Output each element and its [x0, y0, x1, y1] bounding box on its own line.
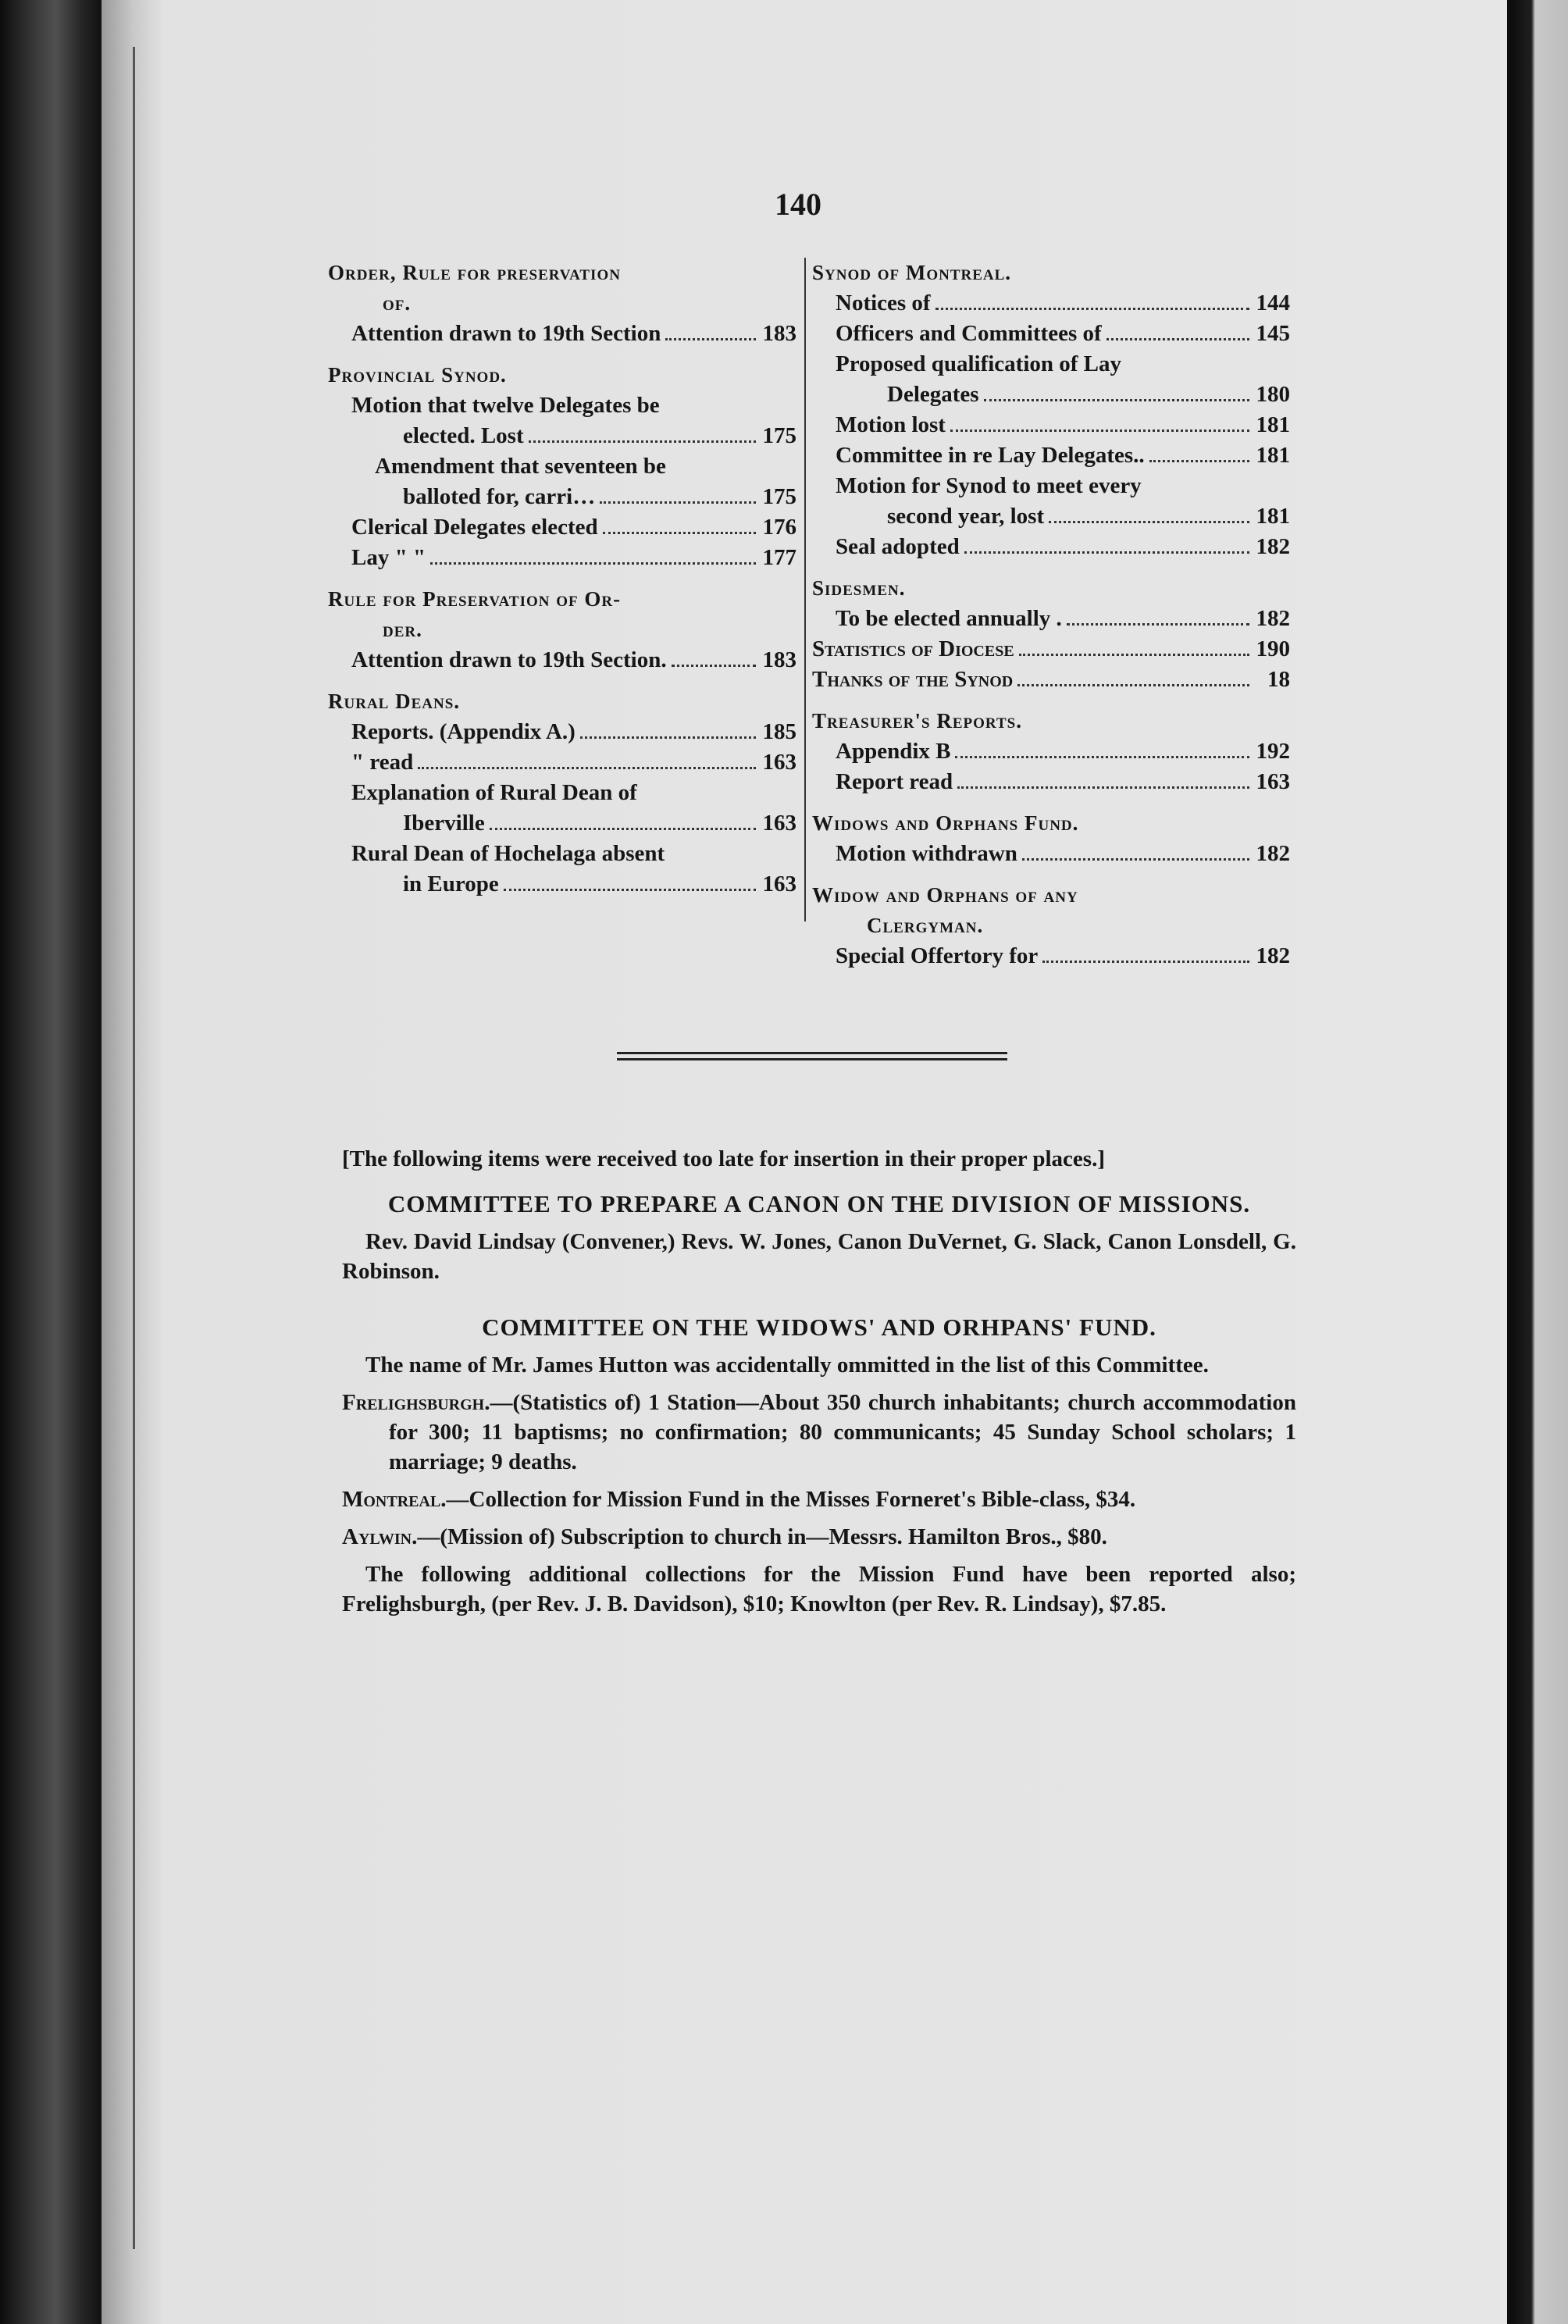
index-page-ref: 175: [762, 423, 796, 448]
index-entry: [328, 421, 796, 451]
index-page-ref: 183: [762, 321, 796, 346]
index-heading: Synod of Montreal.: [812, 261, 1012, 284]
index-entry-text: To be elected annually .: [836, 606, 1062, 631]
leader-dots: [580, 736, 756, 739]
leader-dots: [964, 551, 1249, 554]
index-entry: [328, 451, 796, 482]
leader-dots: [1019, 653, 1249, 656]
index-entry-text: Committee in re Lay Delegates..: [836, 443, 1145, 468]
section-divider: [617, 1052, 1007, 1064]
index-entry: [812, 736, 1290, 767]
index-heading: Rule for Preservation of Or-: [328, 587, 622, 611]
index-entry-text: Motion withdrawn: [836, 841, 1017, 866]
index-entry: [812, 767, 1290, 797]
leader-dots: [418, 766, 756, 769]
index-entry-text: Explanation of Rural Dean of: [351, 780, 637, 805]
index-page-ref: 181: [1256, 412, 1290, 437]
index-entry-text: " read: [351, 750, 414, 775]
index-heading: of.: [383, 291, 412, 315]
index-heading: Rural Deans.: [328, 690, 461, 713]
index-entry-text: Rural Dean of Hochelaga absent: [351, 841, 665, 866]
book-spine: [0, 0, 102, 2324]
index-entry-text: Clerical Delegates elected: [351, 515, 598, 540]
leader-dots: [1107, 337, 1249, 340]
index-entry-text: second year, lost: [887, 504, 1045, 529]
leader-dots: [600, 501, 756, 504]
leader-dots: [1022, 857, 1249, 861]
index-heading: Widows and Orphans Fund.: [812, 811, 1079, 835]
index-entry-text: Reports. (Appendix A.): [351, 719, 576, 744]
leader-dots: [950, 429, 1249, 432]
index-entry: [812, 349, 1290, 380]
index-entry: [812, 288, 1290, 319]
montreal-label: Montreal.: [342, 1487, 447, 1512]
index-entry: [812, 665, 1290, 695]
leader-dots: [672, 664, 756, 667]
leader-dots: [935, 307, 1249, 310]
index-page-ref: 18: [1267, 667, 1290, 692]
index-entry: [328, 390, 796, 421]
index-entry: [328, 778, 796, 808]
index-heading: Widow and Orphans of any: [812, 883, 1078, 907]
leader-dots: [504, 888, 756, 891]
leader-dots: [1149, 459, 1249, 462]
aylwin-label: Aylwin.: [342, 1524, 418, 1549]
index-entry: [812, 604, 1290, 634]
index-page-ref: 145: [1256, 321, 1290, 346]
index-heading: Treasurer's Reports.: [812, 709, 1022, 732]
index-entry-text: Iberville: [403, 811, 485, 836]
index-page-ref: 163: [1256, 769, 1290, 794]
index-entry-text: Seal adopted: [836, 534, 960, 559]
index-entry: [812, 380, 1290, 410]
canon-committee-heading: COMMITTEE TO PREPARE A CANON ON THE DIVISION OF MISSIONS.: [387, 1190, 1251, 1217]
index-heading: der.: [383, 618, 422, 641]
leader-dots: [490, 827, 756, 830]
index-entry: [328, 319, 796, 349]
index-page-ref: 175: [762, 484, 796, 509]
aylwin-paragraph: [342, 1522, 1296, 1552]
index-entry-text: Statistics of Diocese: [812, 636, 1014, 661]
index-entry-text: Proposed qualification of Lay: [836, 351, 1122, 376]
index-heading: Clergyman.: [867, 914, 984, 937]
index-entry: [812, 440, 1290, 471]
index-entry-text: Report read: [836, 769, 953, 794]
index-entry-text: elected. Lost: [403, 423, 524, 448]
index-entry: [812, 532, 1290, 562]
index-entry: [328, 717, 796, 747]
index-page-ref: 144: [1256, 290, 1290, 315]
index-page-ref: 182: [1256, 841, 1290, 866]
index-entry: [328, 747, 796, 778]
frelighsburgh-text: —(Statistics of) 1 Station—About 350 church inhabitants; church accommodation for 300; 11 baptisms; no confirmation; 80 communicants; 45 Sunday School scholars; 1 marriage; 9 deaths.: [389, 1390, 1296, 1474]
index-entry-text: Attention drawn to 19th Section: [351, 321, 661, 346]
index-entry-text: Appendix B: [836, 739, 951, 764]
index-page-ref: 163: [762, 811, 796, 836]
index-entry: [328, 543, 796, 573]
leader-dots: [984, 398, 1249, 401]
canon-committee-members: Rev. David Lindsay (Convener,) Revs. W. Jones, Canon DuVernet, G. Slack, Canon Lonsdell, G. Robinson.: [342, 1229, 1296, 1284]
index-page-ref: 183: [762, 647, 796, 672]
leader-dots: [1067, 622, 1249, 626]
late-items-note: [The following items were received too late for insertion in their proper places.]: [342, 1146, 1105, 1171]
index-entry-text: Attention drawn to 19th Section.: [351, 647, 667, 672]
additional-collections: The following additional collections for the Mission Fund have been reported also; Frelighsburgh, (per Rev. J. B. Davidson), $10; Knowlton (per Rev. R. Lindsay), $7.85.: [342, 1562, 1296, 1616]
index-entry: [328, 482, 796, 512]
index-page-ref: 182: [1256, 534, 1290, 559]
leader-dots: [430, 561, 756, 565]
leader-dots: [957, 786, 1249, 789]
index-entry-text: in Europe: [403, 872, 499, 896]
page-edge-line: [133, 47, 135, 2249]
montreal-text: —Collection for Mission Fund in the Misses Forneret's Bible-class, $34.: [446, 1487, 1136, 1512]
montreal-paragraph: [342, 1485, 1296, 1514]
index-page-ref: 163: [762, 872, 796, 896]
widows-committee-heading: COMMITTEE ON THE WIDOWS' AND ORHPANS' FUND.: [482, 1313, 1156, 1341]
index-entry: [328, 869, 796, 900]
index-entry-text: Special Offertory for: [836, 943, 1039, 968]
index-entry-text: balloted for, carri…: [403, 484, 596, 509]
aylwin-text: —(Mission of) Subscription to church in—Messrs. Hamilton Bros., $80.: [417, 1524, 1107, 1549]
index-entry-text: Motion that twelve Delegates be: [351, 393, 660, 418]
index-entry: [812, 941, 1290, 971]
index-entry: [812, 839, 1290, 869]
index-page-ref: 163: [762, 750, 796, 775]
index-entry-text: Officers and Committees of: [836, 321, 1102, 346]
index-page-ref: 182: [1256, 943, 1290, 968]
late-items-section: [342, 1144, 1296, 1619]
leader-dots: [955, 755, 1249, 758]
index-column-left: [328, 258, 796, 900]
index-entry-text: Lay " ": [351, 545, 426, 570]
index-page-ref: 180: [1256, 382, 1290, 407]
index-entry: [812, 634, 1290, 665]
index-page-ref: 176: [762, 515, 796, 540]
index-column-right: [812, 258, 1290, 971]
leader-dots: [665, 337, 756, 340]
index-entry: [812, 410, 1290, 440]
index-page-ref: 190: [1256, 636, 1290, 661]
column-divider: [804, 258, 806, 921]
index-entry: [328, 645, 796, 675]
index-page-ref: 182: [1256, 606, 1290, 631]
leader-dots: [1049, 520, 1249, 523]
index-heading: Provincial Synod.: [328, 363, 507, 387]
index-heading: Sidesmen.: [812, 576, 906, 600]
index-entry: [328, 808, 796, 839]
leader-dots: [529, 440, 756, 443]
index-entry: [812, 319, 1290, 349]
index-entry: [328, 512, 796, 543]
index-page-ref: 177: [762, 545, 796, 570]
index-entry-text: Thanks of the Synod: [812, 667, 1014, 692]
index-entry-text: Notices of: [836, 290, 931, 315]
index-entry: [812, 471, 1290, 501]
leader-dots: [1042, 960, 1249, 963]
frelighsburgh-paragraph: [342, 1388, 1296, 1477]
frelighsburgh-label: Frelighsburgh.: [342, 1390, 490, 1415]
widows-committee-text: The name of Mr. James Hutton was accidentally ommitted in the list of this Committee.: [365, 1353, 1209, 1378]
index-page-ref: 181: [1256, 504, 1290, 529]
page-number: 140: [775, 187, 821, 222]
index-entry: [812, 501, 1290, 532]
adjacent-page-edge: [1507, 0, 1568, 2324]
index-entry: [328, 839, 796, 869]
index-entry-text: Amendment that seventeen be: [375, 454, 666, 479]
index-page-ref: 181: [1256, 443, 1290, 468]
leader-dots: [603, 531, 756, 534]
index-entry-text: Motion for Synod to meet every: [836, 473, 1142, 498]
index-page-ref: 185: [762, 719, 796, 744]
index-entry-text: Delegates: [887, 382, 979, 407]
index-page-ref: 192: [1256, 739, 1290, 764]
leader-dots: [1017, 683, 1249, 686]
index-entry-text: Motion lost: [836, 412, 946, 437]
index-heading: Order, Rule for preservation: [328, 261, 621, 284]
